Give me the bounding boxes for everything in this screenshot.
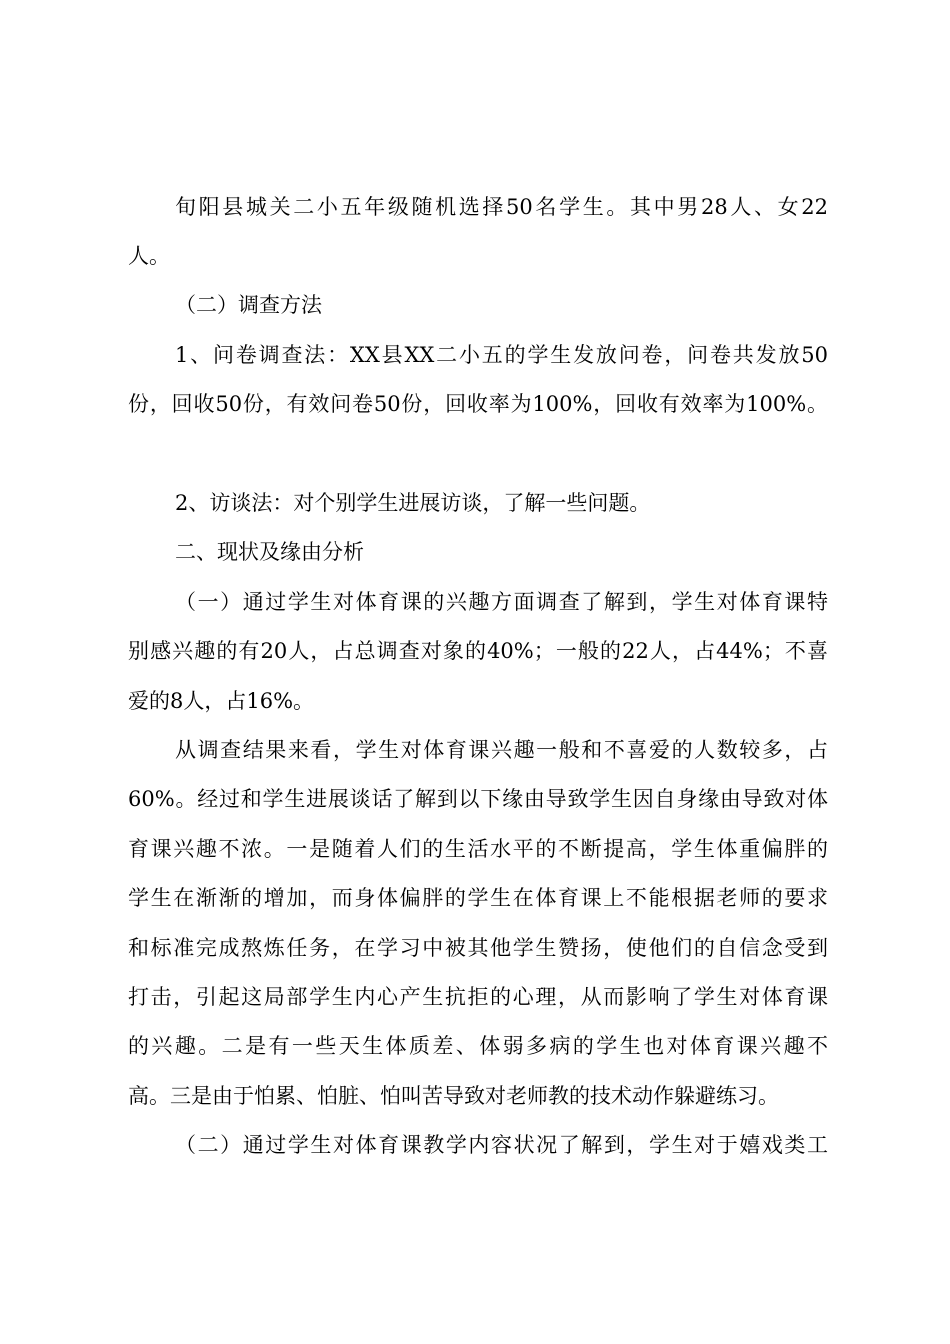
text-line-1: 旬阳县城关二小五年级随机选择50名学生。其中男28人、女22 — [175, 195, 828, 219]
text-line-19: （二）通过学生对体育课教学内容状况了解到，学生对于嬉戏类工 — [175, 1133, 828, 1157]
section-heading-analysis: 二、现状及缘由分析 — [175, 540, 364, 564]
text-line-11: 从调查结果来看，学生对体育课兴趣一般和不喜爱的人数较多，占 — [175, 738, 828, 762]
text-line-9: 别感兴趣的有20人，占总调查对象的40%；一般的22人，占44%；不喜 — [128, 639, 828, 663]
text-line-13: 育课兴趣不浓。一是随着人们的生活水平的不断提高，学生体重偏胖的 — [128, 837, 828, 861]
section-heading-method: （二）调查方法 — [175, 293, 322, 317]
text-line-2: 人。 — [128, 244, 170, 268]
text-line-18: 高。三是由于怕累、怕脏、怕叫苦导致对老师教的技术动作躲避练习。 — [128, 1084, 779, 1108]
text-line-14: 学生在渐渐的增加，而身体偏胖的学生在体育课上不能根据老师的要求 — [128, 886, 828, 910]
text-line-5: 份，回收50份，有效问卷50份，回收率为100%，回收有效率为100%。 — [128, 392, 828, 416]
text-line-17: 的兴趣。二是有一些天生体质差、体弱多病的学生也对体育课兴趣不 — [128, 1034, 828, 1058]
text-line-16: 打击，引起这局部学生内心产生抗拒的心理，从而影响了学生对体育课 — [128, 985, 828, 1009]
text-line-8: （一）通过学生对体育课的兴趣方面调查了解到，学生对体育课特 — [175, 590, 828, 614]
text-line-10: 爱的8人，占16%。 — [128, 689, 315, 713]
text-line-4: 1、问卷调查法：XX县XX二小五的学生发放问卷，问卷共发放50 — [175, 343, 828, 367]
text-line-12: 60%。经过和学生进展谈话了解到以下缘由导致学生因自身缘由导致对体 — [128, 787, 828, 811]
text-line-15: 和标准完成熬炼任务，在学习中被其他学生赞扬，使他们的自信念受到 — [128, 936, 828, 960]
text-line-6: 2、访谈法：对个别学生进展访谈，了解一些问题。 — [175, 491, 651, 515]
